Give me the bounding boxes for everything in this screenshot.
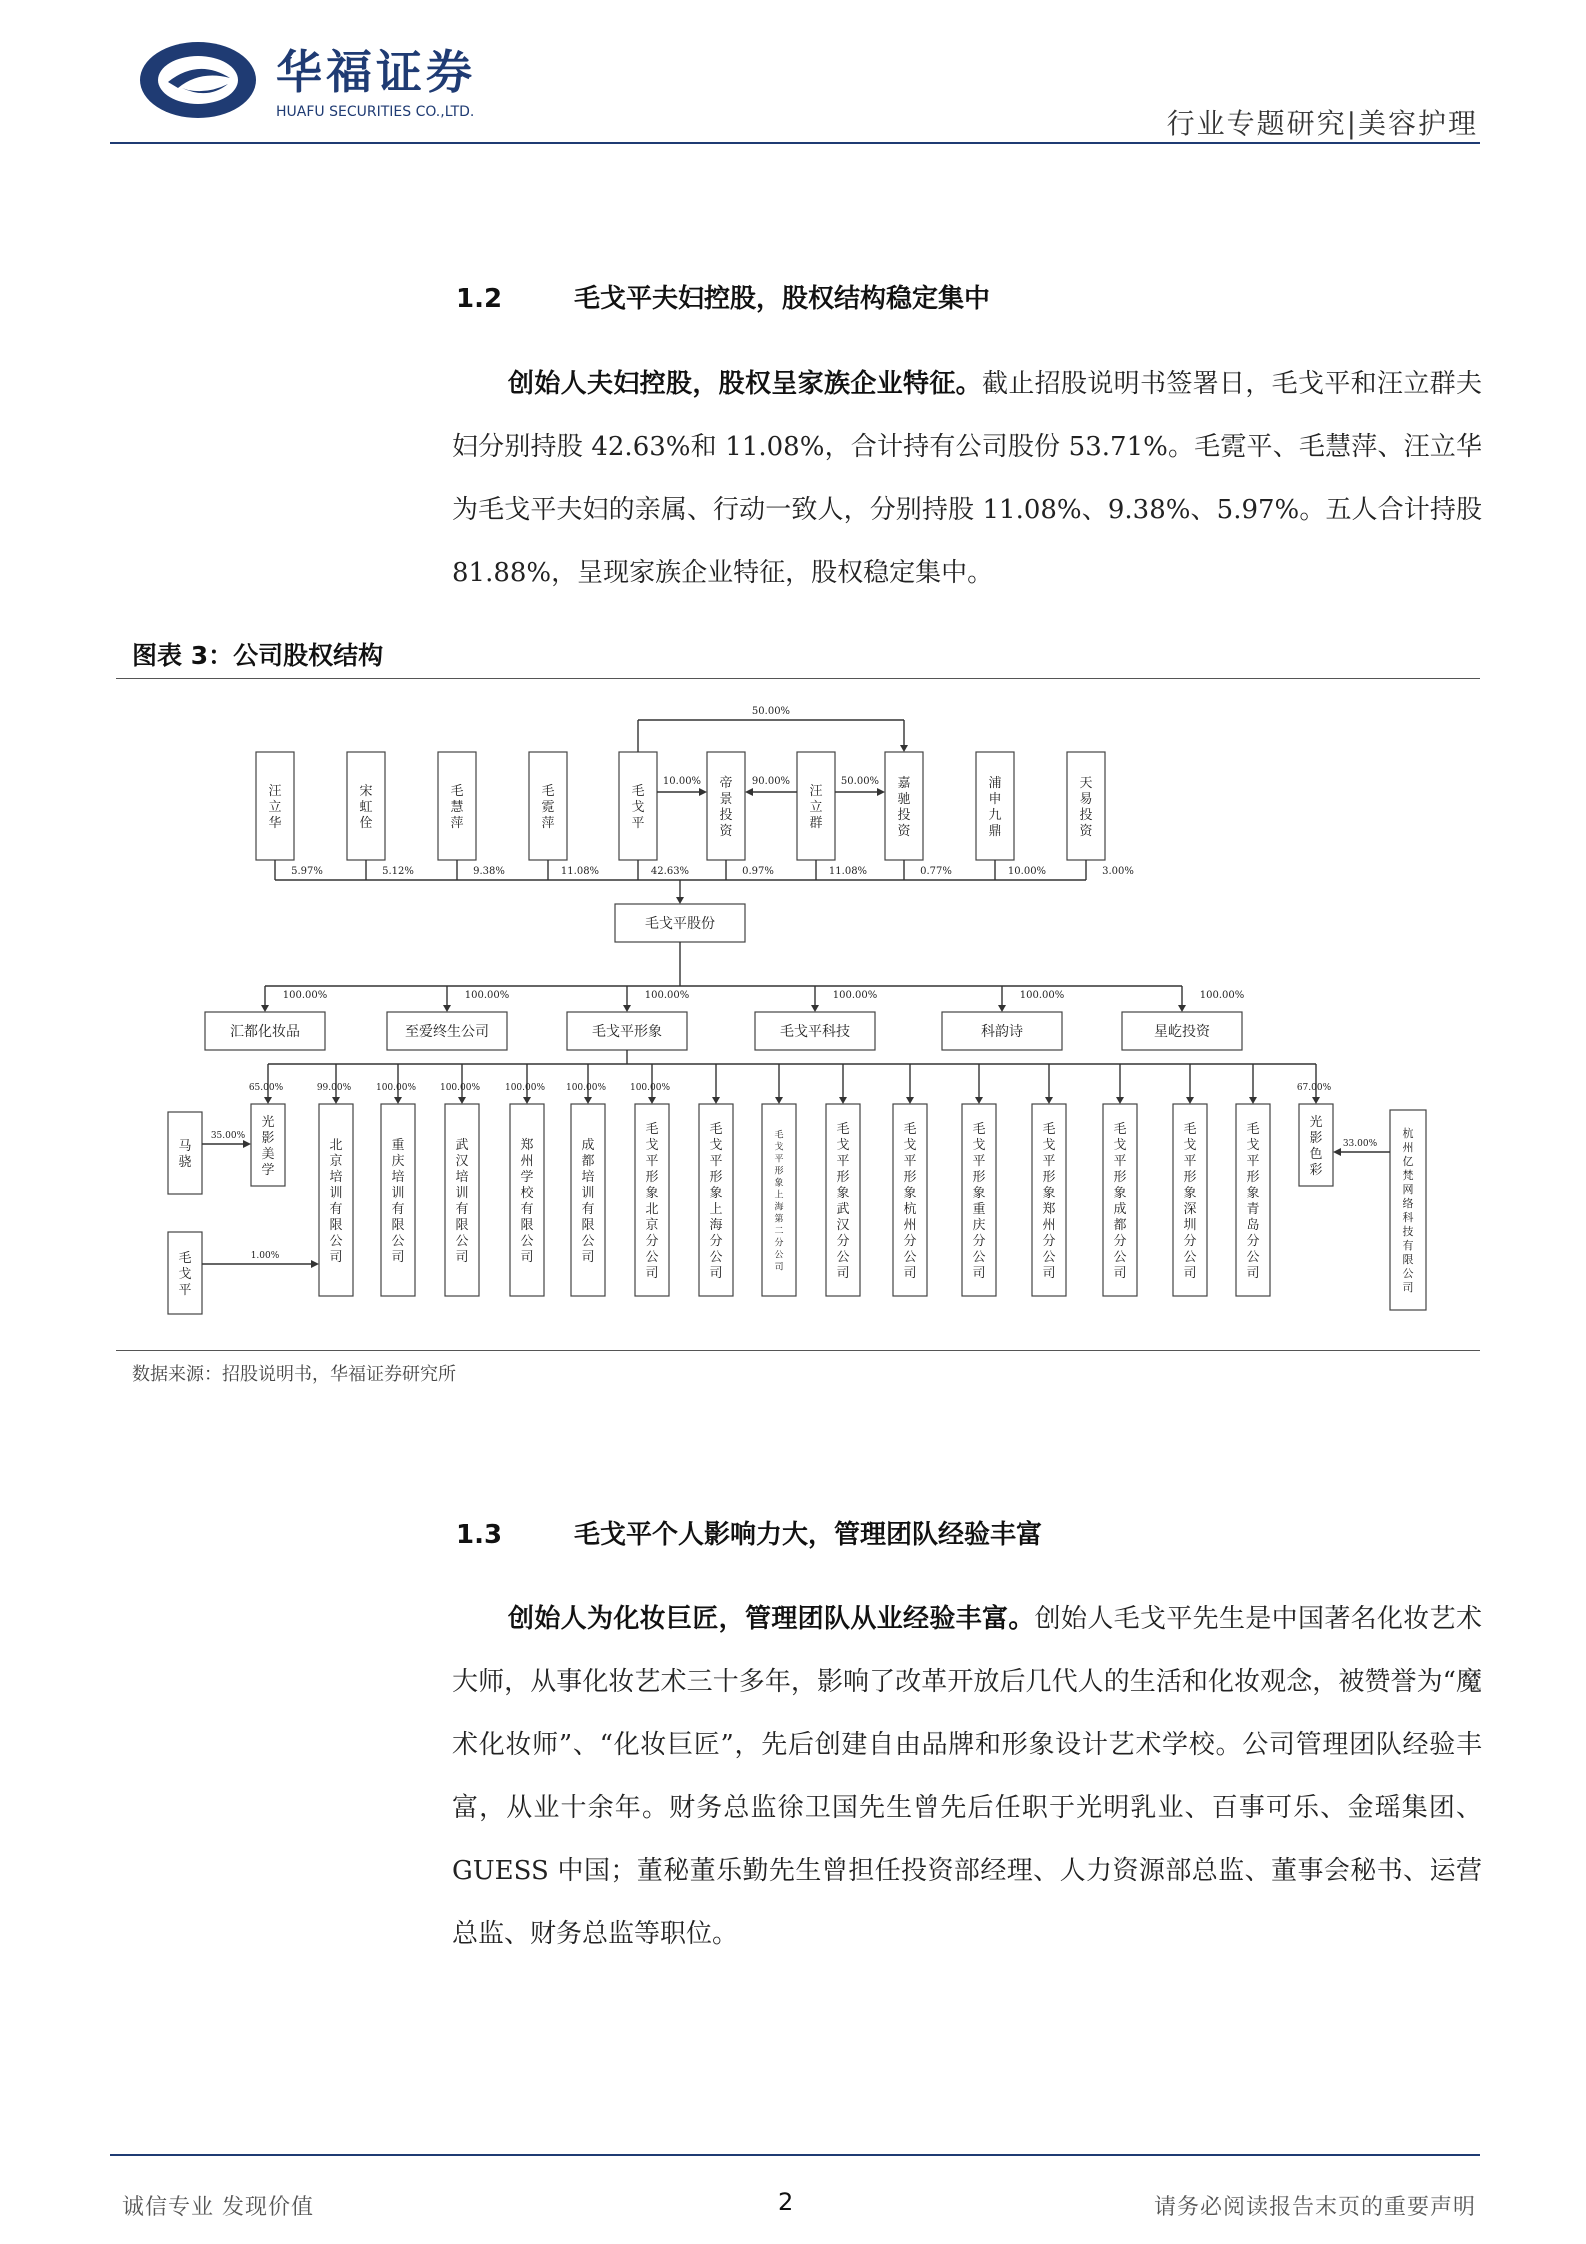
paragraph-lead: 创始人为化妆巨匠，管理团队从业经验丰富。 <box>508 1604 1035 1634</box>
subsidiary-5: 星屹投资 <box>1154 1024 1210 1040</box>
shareholder-pct-2: 9.38% <box>473 866 505 877</box>
level3-6: 毛戈平形象北京分公司 <box>645 1121 659 1281</box>
shareholder-pct-7: 0.77% <box>920 866 952 877</box>
level3-pct-6: 100.00% <box>629 1083 671 1093</box>
arrow-head-icon <box>998 1005 1006 1012</box>
logo-english-text: HUAFU SECURITIES CO.,LTD. <box>276 104 475 120</box>
paragraph-management <box>452 1588 1482 1966</box>
arrow-head-icon <box>775 1097 783 1104</box>
shareholder-9: 天易投资 <box>1079 775 1093 839</box>
paragraph-body: 创始人毛戈平先生是中国著名化妆艺术大师，从事化妆艺术三十多年，影响了改革开放后几代人的生活和化妆观念，被赞誉为“魔术化妆师”、“化妆巨匠”，先后创建自由品牌和形象设计艺术学校。公司管理团队经验丰富，从业十余年。财务总监徐卫国先生曾先后任职于光明乳业、百事可乐、金瑶集团、GUESS 中国；董秘董乐勤先生曾担任投资部经理、人力资源部总监、董事会秘书、运营总监、财务总监等职位。 <box>452 1604 1482 1949</box>
arrow-head-icon <box>584 1097 592 1104</box>
arrow-head-icon <box>243 1140 251 1148</box>
arrow-head-icon <box>1333 1148 1341 1156</box>
arrow-head-icon <box>877 788 885 796</box>
subsidiary-pct-2: 100.00% <box>644 990 690 1001</box>
shareholder-pct-8: 10.00% <box>1007 866 1047 877</box>
shareholder-6: 汪立群 <box>809 783 823 831</box>
subsidiary-4: 科韵诗 <box>981 1024 1023 1040</box>
level3-8: 毛戈平形象上海第二分公司 <box>774 1130 784 1273</box>
external-pct-0: 35.00% <box>210 1131 246 1141</box>
shareholder-1: 宋虹佺 <box>359 783 373 831</box>
section-heading-1-2 <box>456 278 990 315</box>
shareholder-0: 汪立华 <box>268 783 282 831</box>
arrow-head-icon <box>458 1097 466 1104</box>
arrow-head-icon <box>261 1005 269 1012</box>
shareholder-8: 浦申九鼎 <box>988 775 1002 839</box>
cross-pct-3: 50.00% <box>840 776 880 787</box>
arrow-head-icon <box>811 1005 819 1012</box>
subsidiary-pct-1: 100.00% <box>464 990 510 1001</box>
figure-title: 图表 3：公司股权结构 <box>132 641 384 670</box>
arrow-head-icon <box>1186 1097 1194 1104</box>
section-title: 毛戈平夫妇控股，股权结构稳定集中 <box>574 284 991 314</box>
figure-source: 数据来源：招股说明书，华福证券研究所 <box>132 1364 456 1385</box>
external-0: 马骁 <box>178 1138 192 1170</box>
level3-11: 毛戈平形象重庆分公司 <box>972 1121 986 1281</box>
external-pct-1: 1.00% <box>250 1251 280 1261</box>
footer-slogan: 诚信专业 发现价值 <box>122 2195 314 2220</box>
section-heading-1-3 <box>456 1514 1042 1551</box>
cross-pct-2: 90.00% <box>751 776 791 787</box>
shareholder-7: 嘉驰投资 <box>897 775 911 839</box>
subsidiary-pct-0: 100.00% <box>282 990 328 1001</box>
arrow-head-icon <box>1045 1097 1053 1104</box>
arrow-head-icon <box>523 1097 531 1104</box>
arrow-head-icon <box>264 1097 272 1104</box>
arrow-head-icon <box>332 1097 340 1104</box>
subsidiary-1: 至爱终生公司 <box>405 1024 489 1040</box>
footer-divider <box>110 2154 1480 2156</box>
level3-pct-0: 65.00% <box>248 1083 284 1093</box>
header-divider <box>110 142 1480 144</box>
shareholder-3: 毛霓萍 <box>541 783 555 831</box>
level3-16: 光影色彩 <box>1309 1114 1323 1178</box>
subsidiary-3: 毛戈平科技 <box>780 1024 850 1040</box>
shareholder-pct-6: 11.08% <box>828 866 868 877</box>
company-node: 毛戈平股份 <box>645 916 715 932</box>
level3-pct-2: 100.00% <box>375 1083 417 1093</box>
arrow-head-icon <box>311 1260 319 1268</box>
level3-14: 毛戈平形象深圳分公司 <box>1183 1121 1197 1281</box>
arrow-head-icon <box>745 788 753 796</box>
arrow-head-icon <box>676 897 684 904</box>
external-pct-2: 33.00% <box>1342 1139 1378 1149</box>
figure-top-rule <box>116 678 1480 679</box>
arrow-head-icon <box>839 1097 847 1104</box>
arrow-head-icon <box>712 1097 720 1104</box>
external-1: 毛戈平 <box>178 1250 192 1298</box>
external-2: 杭州亿梵网络科技有限公司 <box>1402 1127 1414 1295</box>
cross-pct-1: 10.00% <box>662 776 702 787</box>
section-title: 毛戈平个人影响力大，管理团队经验丰富 <box>574 1520 1043 1550</box>
section-number: 1.3 <box>456 1520 503 1550</box>
shareholder-pct-0: 5.97% <box>291 866 323 877</box>
arrow-head-icon <box>906 1097 914 1104</box>
shareholder-pct-9: 3.00% <box>1102 866 1134 877</box>
level3-12: 毛戈平形象郑州分公司 <box>1042 1121 1056 1281</box>
level3-pct-5: 100.00% <box>565 1083 607 1093</box>
shareholder-pct-3: 11.08% <box>560 866 600 877</box>
level3-0: 光影美学 <box>261 1114 275 1178</box>
level3-pct-1: 99.00% <box>316 1083 352 1093</box>
subsidiary-2: 毛戈平形象 <box>592 1024 662 1040</box>
shareholder-4: 毛戈平 <box>631 783 645 831</box>
level3-15: 毛戈平形象青岛分公司 <box>1246 1121 1260 1281</box>
logo-chinese-text: 华福证券 <box>276 45 476 99</box>
page-number: 2 <box>778 2188 794 2216</box>
cross-pct-0: 50.00% <box>751 706 791 717</box>
arrow-head-icon <box>975 1097 983 1104</box>
level3-3: 武汉培训有限公司 <box>455 1137 469 1265</box>
figure-bottom-rule <box>116 1350 1480 1351</box>
section-number: 1.2 <box>456 284 503 314</box>
arrow-head-icon <box>1249 1097 1257 1104</box>
arrow-head-icon <box>900 745 908 752</box>
arrow-head-icon <box>1312 1097 1320 1104</box>
level3-pct-16: 67.00% <box>1296 1083 1332 1093</box>
paragraph-equity <box>452 353 1482 605</box>
arrow-head-icon <box>699 788 707 796</box>
arrow-head-icon <box>394 1097 402 1104</box>
level3-7: 毛戈平形象上海分公司 <box>709 1121 723 1281</box>
arrow-head-icon <box>443 1005 451 1012</box>
level3-2: 重庆培训有限公司 <box>391 1137 405 1265</box>
subsidiary-0: 汇都化妆品 <box>230 1024 300 1040</box>
company-logo <box>138 30 548 130</box>
level3-4: 郑州学校有限公司 <box>520 1137 534 1265</box>
org-chart-svg <box>160 692 1460 1352</box>
equity-structure-chart <box>160 692 1460 1352</box>
level3-9: 毛戈平形象武汉分公司 <box>836 1121 850 1281</box>
arrow-head-icon <box>1116 1097 1124 1104</box>
shareholder-pct-5: 0.97% <box>742 866 774 877</box>
paragraph-body: 截止招股说明书签署日，毛戈平和汪立群夫妇分别持股 42.63%和 11.08%，合计持有公司股份 53.71%。毛霓平、毛慧萍、汪立华为毛戈平夫妇的亲属、行动一致人，分别持股 11.08%、9.38%、5.97%。五人合计持股 81.88%，呈现家族企业特征，股权稳定集中。 <box>452 369 1482 588</box>
arrow-head-icon <box>1178 1005 1186 1012</box>
subsidiary-pct-5: 100.00% <box>1199 990 1245 1001</box>
level3-5: 成都培训有限公司 <box>581 1137 595 1265</box>
arrow-head-icon <box>648 1097 656 1104</box>
footer-disclaimer: 请务必阅读报告末页的重要声明 <box>1153 2195 1476 2220</box>
level3-1: 北京培训有限公司 <box>329 1137 343 1265</box>
level3-10: 毛戈平形象杭州分公司 <box>903 1121 917 1281</box>
shareholder-2: 毛慧萍 <box>450 783 464 831</box>
level3-pct-3: 100.00% <box>439 1083 481 1093</box>
logo-mark-icon <box>138 30 548 130</box>
subsidiary-pct-3: 100.00% <box>832 990 878 1001</box>
level3-pct-4: 100.00% <box>504 1083 546 1093</box>
subsidiary-pct-4: 100.00% <box>1019 990 1065 1001</box>
shareholder-pct-1: 5.12% <box>382 866 414 877</box>
arrow-head-icon <box>623 1005 631 1012</box>
shareholder-pct-4: 42.63% <box>650 866 690 877</box>
report-type: 行业专题研究|美容护理 <box>1166 107 1478 140</box>
paragraph-lead: 创始人夫妇控股，股权呈家族企业特征。 <box>508 369 982 399</box>
level3-13: 毛戈平形象成都分公司 <box>1113 1121 1127 1281</box>
shareholder-5: 帝景投资 <box>719 775 733 839</box>
